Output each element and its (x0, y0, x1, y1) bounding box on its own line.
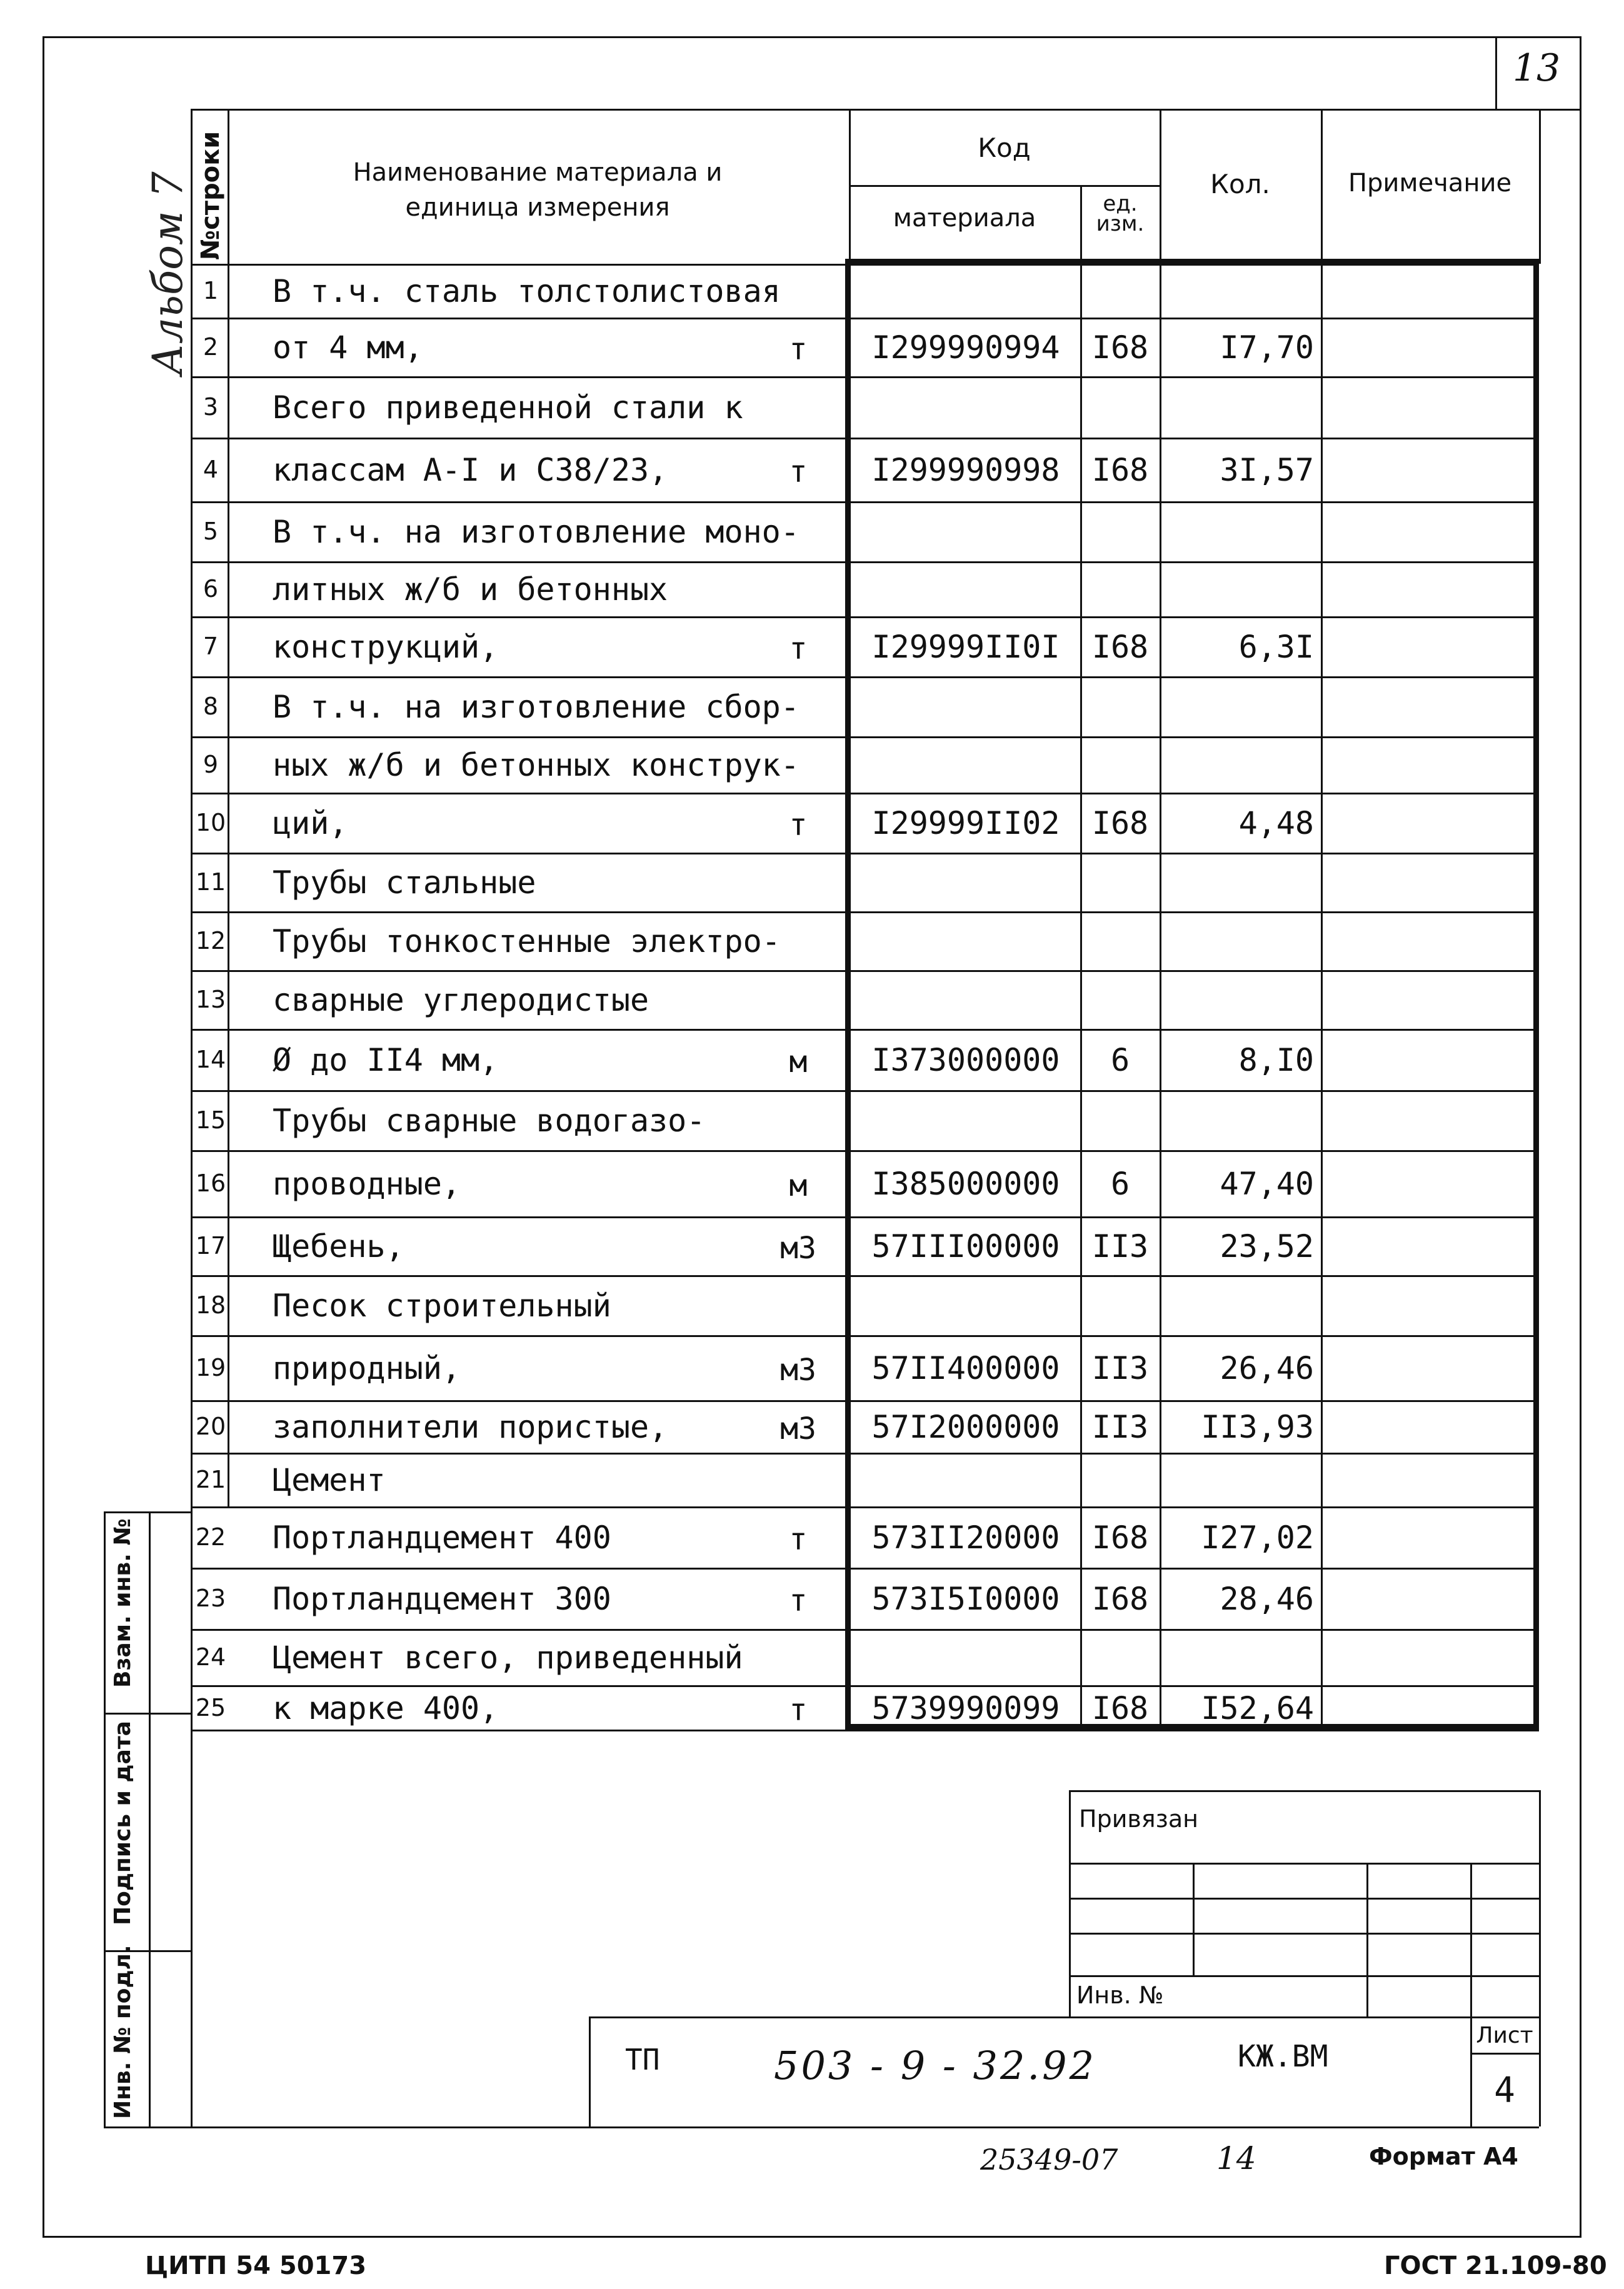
material-code: 573II20000 (871, 1520, 1060, 1556)
material-name: Цемент всего, приведенный (273, 1640, 743, 1676)
unit-text: м3 (780, 1411, 816, 1446)
unit-text: т (789, 1522, 808, 1557)
material-name: Песок строительный (273, 1288, 611, 1324)
unit-code: I68 (1091, 805, 1149, 841)
material-code: I299990994 (871, 329, 1060, 366)
header-name: Наименование материала и единица измерения (353, 158, 723, 222)
row-number: 19 (195, 1354, 226, 1381)
bottom-stamp-2: 14 (1216, 2140, 1256, 2176)
row-number: 9 (203, 751, 219, 778)
unit-code: II3 (1091, 1409, 1149, 1445)
unit-text: м3 (780, 1353, 816, 1388)
header-unit: ед. изм. (1096, 191, 1145, 236)
format-value: A4 (1483, 2143, 1518, 2170)
unit-text: м3 (780, 1231, 816, 1266)
material-code: I299990998 (871, 452, 1060, 488)
unit-code: I68 (1091, 1690, 1149, 1726)
unit-code: I68 (1091, 1520, 1149, 1556)
row-number: 5 (203, 518, 219, 545)
unit-code: 6 (1110, 1166, 1130, 1202)
footer-right: ГОСТ 21.109-80 (1384, 2251, 1607, 2280)
row-number: 3 (203, 393, 219, 421)
row-number: 8 (203, 693, 219, 720)
album-note: Альбом 7 (144, 171, 192, 375)
row-number: 6 (203, 575, 219, 603)
material-code: I29999II02 (871, 805, 1060, 841)
row-number: 16 (195, 1170, 226, 1197)
material-name: Трубы стальные (273, 864, 536, 901)
row-number: 11 (195, 868, 226, 896)
row-number: 24 (195, 1643, 226, 1671)
material-code: 57II400000 (871, 1350, 1060, 1386)
material-name: Портландцемент 300 (273, 1581, 611, 1617)
unit-text: м (789, 1044, 808, 1079)
material-name: литных ж/б и бетонных (273, 571, 668, 608)
unit-code: I68 (1091, 452, 1149, 488)
unit-text: т (789, 808, 808, 843)
quantity: II3,93 (1201, 1409, 1314, 1445)
row-number: 17 (195, 1232, 226, 1260)
quantity: 8,I0 (1238, 1042, 1314, 1078)
unit-code: I68 (1091, 629, 1149, 665)
row-number: 23 (195, 1585, 226, 1612)
side-podpis: Подпись и дата (110, 1721, 136, 1925)
page-number: 13 (1512, 46, 1561, 90)
document-code: КЖ.ВМ (1238, 2039, 1328, 2074)
row-number: 21 (195, 1466, 226, 1493)
row-number: 1 (203, 277, 219, 304)
material-name: ных ж/б и бетонных конструк- (273, 747, 799, 783)
material-name: ций, (273, 805, 348, 841)
header-qty: Кол. (1210, 169, 1270, 199)
material-name: классам A-I и C38/23, (273, 452, 668, 488)
unit-code: I68 (1091, 1581, 1149, 1617)
material-name: Трубы сварные водогазо- (273, 1103, 706, 1139)
material-name: Цемент (273, 1462, 386, 1498)
material-code: 573I5I0000 (871, 1581, 1060, 1617)
quantity: I27,02 (1201, 1520, 1314, 1556)
quantity: 28,46 (1220, 1581, 1314, 1617)
unit-text: т (789, 1692, 808, 1728)
material-code: 57I2000000 (871, 1409, 1060, 1445)
material-code: 57III00000 (871, 1228, 1060, 1265)
material-name: от 4 мм, (273, 329, 423, 366)
material-name: сварные углеродистые (273, 982, 649, 1018)
row-number: 12 (195, 927, 226, 954)
unit-code: I68 (1091, 329, 1149, 366)
bottom-stamp: 25349-07 (980, 2143, 1118, 2176)
sheet-number: 4 (1494, 2070, 1515, 2111)
material-name: к марке 400, (273, 1690, 499, 1726)
unit-text: т (789, 454, 808, 489)
format-label-text: Формат (1369, 2143, 1475, 2170)
row-number: 18 (195, 1291, 226, 1319)
material-name: проводные, (273, 1166, 461, 1202)
material-name: В т.ч. сталь толстолистовая (273, 273, 781, 309)
header-code: Код (978, 133, 1031, 163)
sheet-label: Лист (1476, 2023, 1533, 2048)
inv-no-label: Инв. № (1076, 1981, 1164, 2009)
side-vzam: Взам. инв. № (110, 1518, 136, 1688)
header-note: Примечание (1348, 169, 1512, 198)
row-number: 15 (195, 1106, 226, 1134)
tp-label: ТП (625, 2043, 660, 2076)
format-label (1369, 2143, 1518, 2170)
unit-code: 6 (1110, 1042, 1130, 1078)
unit-text: т (789, 332, 808, 367)
material-name: природный, (273, 1350, 461, 1386)
material-code: I385000000 (871, 1166, 1060, 1202)
row-number: 20 (195, 1413, 226, 1440)
header-row-no: №строки (196, 131, 225, 260)
material-name: Всего приведенной стали к (273, 389, 743, 426)
material-code: I29999II0I (871, 629, 1060, 665)
material-code: 5739990099 (871, 1690, 1060, 1726)
side-inv-podl: Инв. № подл. (110, 1945, 136, 2119)
unit-text: т (789, 1583, 808, 1618)
material-name: заполнители пористые, (273, 1409, 668, 1445)
unit-text: м (789, 1168, 808, 1203)
row-number: 2 (203, 333, 219, 361)
row-number: 10 (195, 809, 226, 836)
quantity: I52,64 (1201, 1690, 1314, 1726)
quantity: 4,48 (1238, 805, 1314, 841)
row-number: 14 (195, 1046, 226, 1073)
row-number: 13 (195, 986, 226, 1013)
material-name: конструкций, (273, 629, 499, 665)
document-number: 503 - 9 - 32.92 (774, 2043, 1097, 2088)
material-name: В т.ч. на изготовление моно- (273, 514, 799, 550)
row-number: 4 (203, 456, 219, 483)
material-name: В т.ч. на изготовление сбор- (273, 689, 799, 725)
quantity: 6,3I (1238, 629, 1314, 665)
unit-code: II3 (1091, 1228, 1149, 1265)
material-name: Трубы тонкостенные электро- (273, 923, 781, 959)
quantity: 3I,57 (1220, 452, 1314, 488)
material-name: Щебень, (273, 1228, 404, 1265)
material-name: Ø до II4 мм, (273, 1042, 499, 1078)
row-number: 25 (195, 1693, 226, 1721)
footer-left: ЦИТП 54 50173 (145, 2251, 367, 2280)
material-name: Портландцемент 400 (273, 1520, 611, 1556)
row-number: 22 (195, 1523, 226, 1551)
header-material: материала (893, 204, 1036, 233)
quantity: I7,70 (1220, 329, 1314, 366)
material-code: I373000000 (871, 1042, 1060, 1078)
unit-code: II3 (1091, 1350, 1149, 1386)
quantity: 26,46 (1220, 1350, 1314, 1386)
row-number: 7 (203, 633, 219, 660)
privyazan-label: Привязан (1079, 1805, 1198, 1833)
quantity: 23,52 (1220, 1228, 1314, 1265)
unit-text: т (789, 631, 808, 666)
quantity: 47,40 (1220, 1166, 1314, 1202)
